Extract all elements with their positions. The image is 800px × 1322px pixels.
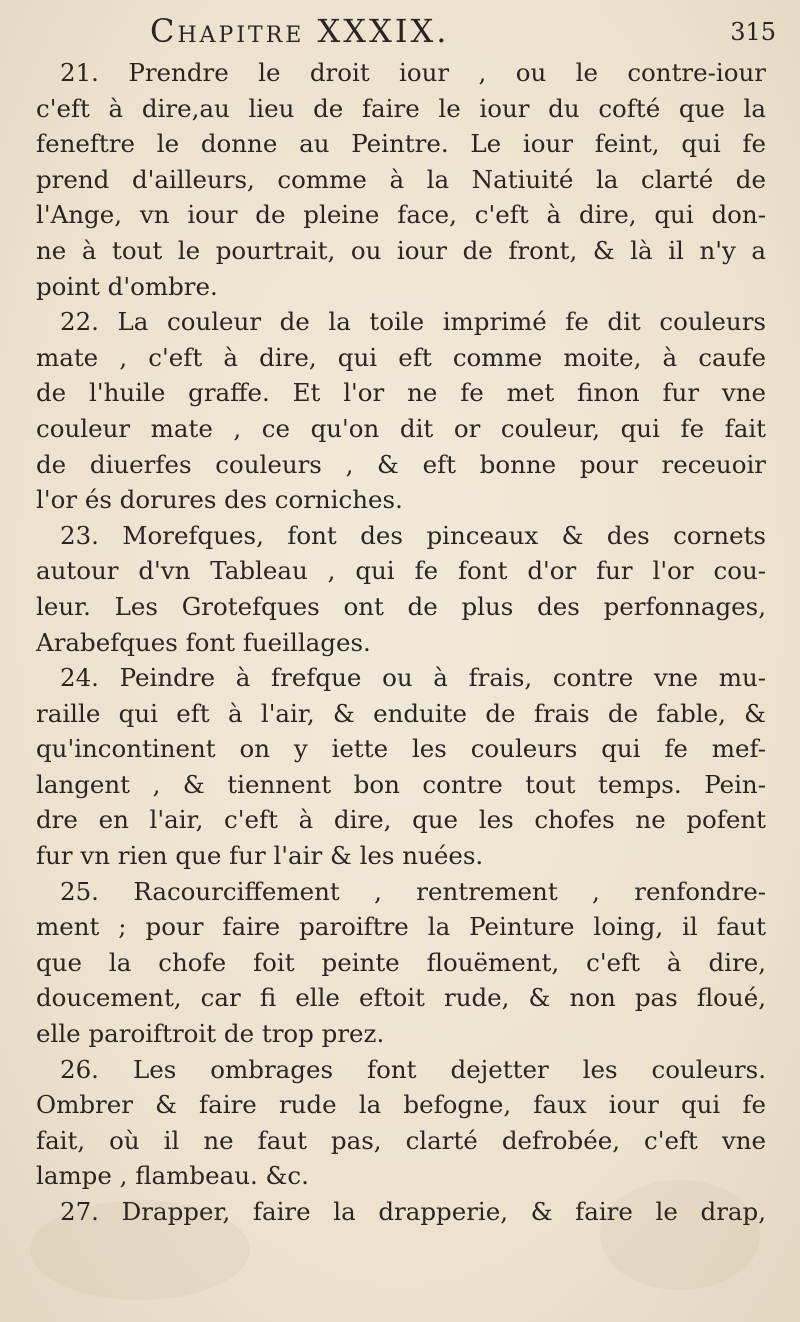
text-line: l'Ange, vn iour de pleine face, c'eft à dire, qui don- <box>36 200 766 230</box>
text-line: langent , & tiennent bon contre tout temps. Pein- <box>36 769 766 799</box>
text-line: 21. Prendre le droit iour , ou le contre-iour <box>60 58 766 87</box>
text-line: doucement, car fi elle eftoit rude, & non pas floué, <box>36 983 766 1013</box>
text-line: que la chofe foit peinte flouëment, c'eft à dire, <box>36 947 766 977</box>
text-line: dre en l'air, c'eft à dire, que les chofes ne pofent <box>36 805 766 835</box>
text-line: 25. Racourciffement , rentrement , renfondre- <box>60 876 766 906</box>
text-line: raille qui eft à l'air, & enduite de frais de fable, & <box>36 698 766 728</box>
text-line: feneftre le donne au Peintre. Le iour feint, qui fe <box>36 129 766 159</box>
text-line: lampe , flambeau. &c. <box>36 1161 309 1191</box>
text-line: point d'ombre. <box>36 271 218 301</box>
body-text <box>36 55 766 1230</box>
text-line: 24. Peindre à frefque ou à frais, contre vne mu- <box>60 663 766 693</box>
text-line: Ombrer & faire rude la befogne, faux iour qui fe <box>36 1090 766 1120</box>
text-line: qu'incontinent on y iette les couleurs qui fe mef- <box>36 734 766 764</box>
text-line: couleur mate , ce qu'on dit or couleur, qui fe fait <box>36 413 766 443</box>
text-line: de l'huile graffe. Et l'or ne fe met finon fur vne <box>36 378 766 408</box>
text-line: leur. Les Grotefques ont de plus des perfonnages, <box>36 591 766 621</box>
text-line: ment ; pour faire paroiftre la Peinture loing, il faut <box>36 912 766 942</box>
text-line: elle paroiftroit de trop prez. <box>36 1019 385 1049</box>
page-header <box>150 12 800 52</box>
text-line: 23. Morefques, font des pinceaux & des cornets <box>60 520 766 550</box>
text-line: 26. Les ombrages font dejetter les couleurs. <box>60 1054 766 1084</box>
text-line: de diuerfes couleurs , & eft bonne pour receuoir <box>36 449 766 479</box>
text-line: l'or és dorures des corniches. <box>36 485 403 515</box>
text-line: 27. Drapper, faire la drapperie, & faire le drap, <box>60 1197 766 1226</box>
text-line: c'eft à dire,au lieu de faire le iour du cofté que la <box>36 93 766 123</box>
text-line: autour d'vn Tableau , qui fe font d'or fur l'or cou- <box>36 556 766 586</box>
text-line: ne à tout le pourtrait, ou iour de front, & là il n'y a <box>36 235 766 265</box>
text-line: 22. La couleur de la toile imprimé fe dit couleurs <box>60 307 766 337</box>
text-line: fait, où il ne faut pas, clarté defrobée, c'eft vne <box>36 1125 766 1155</box>
running-title: Chapitre XXXIX. <box>150 12 450 50</box>
text-line: Arabefques font fueillages. <box>36 627 371 657</box>
page-number: 315 <box>730 18 776 46</box>
text-line: mate , c'eft à dire, qui eft comme moite, à caufe <box>36 342 766 372</box>
text-line: prend d'ailleurs, comme à la Natiuité la clarté de <box>36 164 766 194</box>
text-line: fur vn rien que fur l'air & les nuées. <box>36 841 484 871</box>
